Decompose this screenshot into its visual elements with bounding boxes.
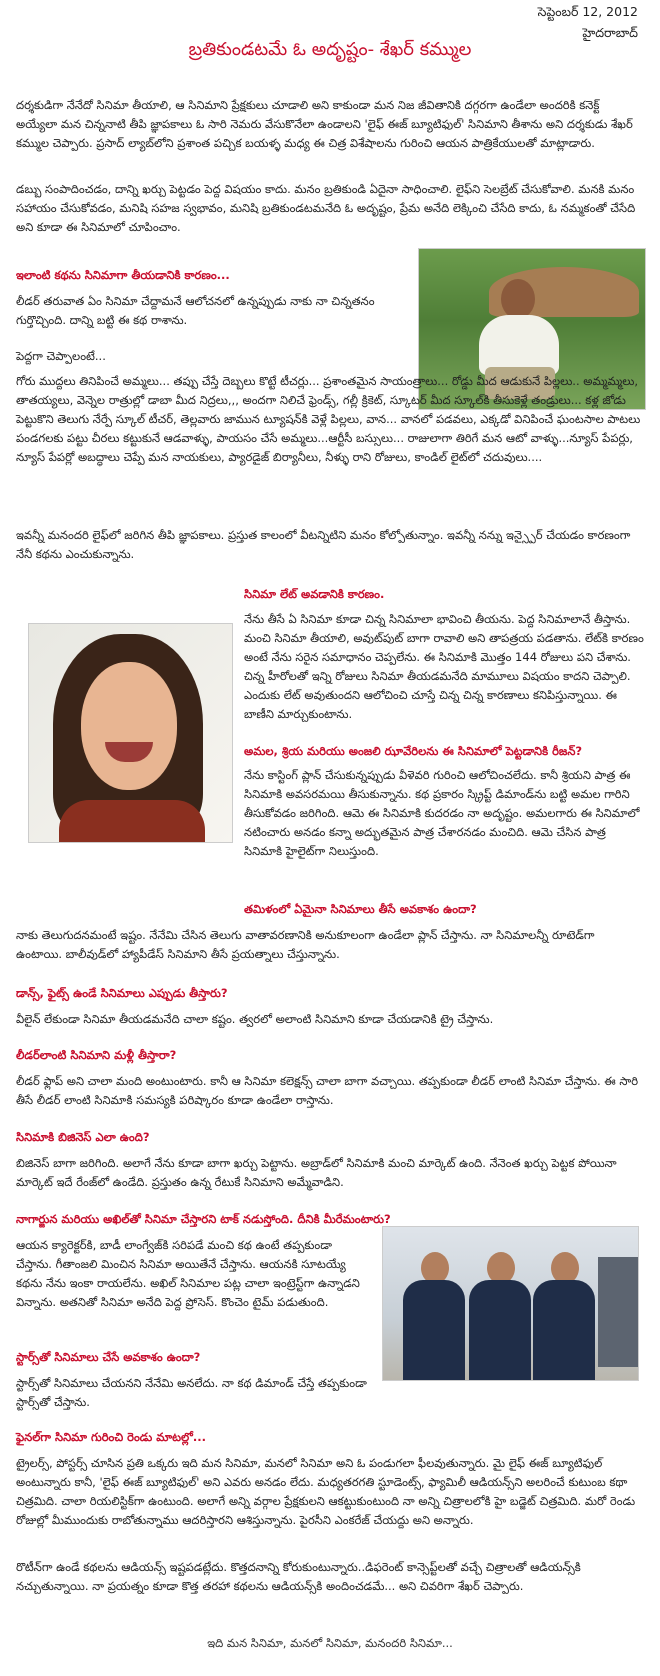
question-5: డాన్స్, ఫైట్స్ ఉండే సినిమాలు ఎప్పుడు తీస్తారు?: [16, 986, 228, 1000]
answer-2: నేను తీసే ఏ సినిమా కూడా చిన్న సినిమాలా భావించి తీయను. పెద్ద సినిమాలానే తీస్తాను. మంచి సినిమా తీయాలి, అవుట్‌పుట్ బాగా రావాలి అని తాపత్రయ పడతాను. లేట్‌కి కారణం అంటే నేను సరైన సమాధానం చెప్పలేను. ఈ సినిమాకి మొత్తం 144 రోజులు పని చేశాను. చిన్న హీరోలతో ఇన్ని రోజులు సినిమా తీయడమనేది మామూలు విషయం కాదని చెప్పాలి. ఎందుకు లేట్ అవుతుందని ఆలోచించి చూస్తే చిన్న చిన్న కారణాలు కనిపిస్తున్నాయి. ఈ బాణీని మార్చుకుంటాను.: [244, 612, 644, 721]
question-9: స్టార్స్‌తో సినిమాలు చేసే అవకాశం ఉందా?: [16, 1350, 201, 1364]
question-1: ఇలాంటి కథను సినిమాగా తీయడానికి కారణం...: [16, 268, 230, 282]
page-title: బ్రతికుండటమే ఓ అదృష్టం- శేఖర్ కమ్ముల: [188, 39, 472, 60]
intro-paragraph-2: డబ్బు సంపాదించడం, దాన్ని ఖర్చు పెట్టడం పెద్ద విషయం కాదు. మనం బ్రతికుండి ఏదైనా సాధించాలి. లైఫ్‌ని సెలబ్రేట్ చేసుకోవాలి. మనకి మనం సహాయం చేసుకోవడం, మనిషి సహజ స్వభావం, మనిషి బ్రతికుండటమనేది ఓ అదృష్టం, ప్రేమ అనేది లెక్కించి చేసేది కాదు, ఓ నమ్మకంతో చేసేది అని కూడా ఈ సినిమాలో చూపించాం.: [16, 182, 636, 234]
answer-6: లీడర్ ఫ్లాప్ అని చాలా మంది అంటుంటారు. కానీ ఆ సినిమా కలెక్షన్స్ చాలా బాగా వచ్చాయి. తప్పకుండా లీడర్ లాంటి సినిమా చేస్తాను. ఈ సారి తీసే లీడర్ లాంటి సినిమాకి సమస్యకి పరిష్కారం కూడా ఉండేలా రాస్తాను.: [16, 1074, 639, 1107]
footer-tagline: ఇది మన సినిమా, మనలో సినిమా, మనందరి సినిమా...: [207, 1636, 453, 1650]
answer-7: బిజినెస్ బాగా జరిగింది. అలాగే నేను కూడా బాగా ఖర్చు పెట్టాను. అబ్రాడ్‌లో సినిమాకి మంచి మార్కెట్ ఉంది. నేనెంత ఖర్చు పెట్టక పోయినా మార్కెట్ ఇదే రేంజ్‌లో ఉండేది. ప్రస్తుతం ఉన్న రేటుకే సినిమాని అమ్మేవాడిని.: [16, 1156, 617, 1189]
question-2: సినిమా లేట్ అవడానికి కారణం.: [244, 587, 385, 601]
question-4: తమిళంలో ఏమైనా సినిమాలు తీసే అవకాశం ఉందా?: [244, 902, 477, 916]
question-6: లీడర్‌లాంటి సినిమాని మళ్లీ తీస్తారా?: [16, 1048, 177, 1062]
question-3: అమల, శ్రియ మరియు అంజలి ఝావేరిలను ఈ సినిమాలో పెట్టడానికి రీజన్?: [244, 744, 583, 758]
answer-1-line-1: లీడర్ తరువాత ఏం సినిమా చేద్దామనే ఆలోచనలో ఉన్నప్పుడు నాకు నా చిన్నతనం గుర్తొచ్చింది. దాన్ని బట్టి ఈ కథ రాశాను.: [16, 294, 375, 327]
question-7: సినిమాకి బిజినెస్ ఎలా ఉంది?: [16, 1130, 150, 1144]
answer-10-paragraph-2: రొటీన్‌గా ఉండే కథలను ఆడియన్స్ ఇష్టపడట్లేదు. కొత్తదనాన్ని కోరుకుంటున్నారు..డిఫరెంట్ కాన్సెప్ట్‌లతో వచ్చే చిత్రాలతో ఆడియన్స్‌కి నచ్చుతున్నాయి. నా ప్రయత్నం కూడా కొత్త తరహా కథలను ఆడియన్స్‌కి అందించడమే... అని చివరిగా శేఖర్ చెప్పారు.: [16, 1560, 581, 1593]
actors-group-photo: [382, 1226, 639, 1381]
answer-4: నాకు తెలుగుదనమంటే ఇష్టం. నేనేమి చేసిన తెలుగు వాతావరణానికి అనుకూలంగా ఉండేలా ప్లాన్ చేస్తాను. నా సినిమాలన్నీ రూటెడ్‌గా ఉంటాయి. బాలీవుడ్‌లో హ్యాపీడేస్ సినిమాని తీసే ప్రయత్నాలు చేస్తున్నాను.: [16, 928, 595, 961]
question-10: ఫైనల్‌గా సినిమా గురించి రెండు మాటల్లో...: [16, 1430, 206, 1444]
answer-1-closing: ఇవన్నీ మనందరి లైఫ్‌లో జరిగిన తీపి జ్ఞాపకాలు. ప్రస్తుత కాలంలో వీటన్నిటిని మనం కోల్పోతున్నాం. ఇవన్నీ నన్ను ఇన్స్పైర్ చేయడం కారణంగా నేనీ కథను ఎంచుకున్నాను.: [16, 528, 631, 561]
date: సెప్టెంబర్ 12, 2012: [537, 4, 638, 19]
answer-1-line-2: పెద్దగా చెప్పాలంటే...: [16, 349, 106, 363]
answer-10-paragraph-1: ట్రైలర్స్, పోస్టర్స్ చూసిన ప్రతి ఒక్కరు ఇది మన సినిమా, మనలో సినిమా అని ఓ పండుగలా ఫీలవుతున్నారు. మై లైఫ్ ఈజ్ బ్యూటిఫుల్ అంటున్నారు కానీ, 'లైఫ్ ఈజ్ బ్యూటిఫుల్' అని ఎవరు అనడం లేదు. మధ్యతరగతి స్టూడెంట్స్, ఫ్యామిలీ ఆడియన్స్‌ని అలరించే కుటుంబ కథా చిత్రమిది. చాలా రియలిస్టిక్‌గా ఉంటుంది. అలాగే అన్ని వర్గాల ప్రేక్షకులని ఆకట్టుకుంటుంది నా అన్ని చిత్రాలలోకి హై బడ్జెట్ చిత్రమిది. మరో రెండు రోజుల్లో మీముందుకు రాబోతున్నాము ఆదరిస్తారని ఆశిస్తున్నాను. పైరసీని ఎంకరేజ్ చేయద్దు అని అన్నారు.: [16, 1456, 636, 1527]
answer-5: వీలైన్ లేకుండా సినిమా తీయడమనేది చాలా కష్టం. త్వరలో అలాంటి సినిమాని కూడా చేయడానికి ట్రై చేస్తాను.: [16, 1012, 494, 1026]
place: హైదరాబాద్: [582, 25, 638, 40]
question-8: నాగార్జున మరియు అఖిల్‌తో సినిమా చేస్తారని టాక్ నడుస్తోంది. దీనికి మీరేమంటారు?: [16, 1212, 391, 1226]
actress-photo: [28, 623, 233, 843]
answer-3: నేను కాస్టింగ్ ప్లాన్ చేసుకున్నప్పుడు వీళెవరి గురించి ఆలోచించలేదు. కానీ శ్రియని పాత్ర ఈ సినిమాకి అవసరమయి తీసుకున్నాను. కథ ప్రకారం స్క్రిప్ట్ డిమాండ్‌ను బట్టి అమల గారిని తీసుకోవడం జరిగింది. ఆమె ఈ సినిమాకి కుదరడం నా అదృష్టం. అమలగారు ఈ సినిమాలో నటించారు అనడం కన్నా అద్భుతమైన పాత్ర చేశారనడం మంచిది. ఆమె చేసిన పాత్ర సినిమాకి హైలైట్‌గా నిలుస్తుంది.: [244, 768, 640, 858]
answer-8: ఆయన క్యారెక్టర్‌కి, బాడీ లాంగ్వేజ్‌కి సరిపడే మంచి కథ ఉంటే తప్పకుండా చేస్తాను. గీతాంజలి మించిన సినిమా అయితేనే చేస్తాను. ఆయనకి సూటయ్యే కథను నేను ఇంకా రాయలేను. అఖిల్ సినిమాల పట్ల చాలా ఇంట్రెస్ట్‌గా ఉన్నాడని విన్నాను. అతనితో సినిమా అనేది పెద్ద ప్రోసెస్. కొంచెం టైమ్ పడుతుంది.: [16, 1238, 360, 1309]
answer-1-list: గోరు ముద్దలు తినిపించే అమ్మలు... తప్పు చేస్తే దెబ్బలు కొట్టే టీచర్లు... ప్రశాంతమైన సాయంత్రాలు... రోడ్డు మీద ఆడుకునే పిల్లలు.. అమ్మమ్మలు, తాతయ్యలు, వెన్నెల రాత్రుల్లో డాబా మీద నిద్రలు,,, అందగా నిలిచే ఫ్రెండ్స్, గల్లీ క్రికెట్, స్కూటర్ మీద స్కూల్‌కి తీసుకెళ్లే తండ్రులు... కళ్ల జోడు పెట్టుకొని తెలుగు నేర్పే స్కూల్ టీచర్, తెల్లవారు జామున ట్యూషన్‌కి వెళ్లే పిల్లలు, వాన... వానలో పడవలు, ఎక్కడో వినిపించే ఘంటసాల పాటలు పండగలకు పట్టు చీరలు కట్టుకునే ఆడవాళ్ళు, పాయసం చేసే అమ్మలు...ఆర్టీసీ బస్సులు... రాజులాగా తిరిగే మన ఆటో వాళ్ళు...న్యూస్ పేపర్లు, న్యూస్ పేపర్లో అబద్ధాలు చెప్పే మన నాయకులు, ప్యారడైజ్ బిర్యానీలు, నీళ్ళు రాని రోజులు, కాండిల్ లైట్‌లో చదువులు....: [16, 374, 641, 464]
answer-9: స్టార్స్‌తో సినిమాలు చేయనని నేనేమి అనలేదు. నా కథ డిమాండ్ చేస్తే తప్పకుండా స్టార్స్‌తో చేస్తాను.: [16, 1376, 367, 1409]
intro-paragraph-1: దర్శకుడిగా నేనేదో సినిమా తీయాలి, ఆ సినిమాని ప్రేక్షకులు చూడాలి అని కాకుండా మన నిజ జీవితానికి దగ్గరగా ఉండేలా అందరికి కనెక్ట్ అయ్యేలా మన చిన్ననాటి తీపి జ్ఞాపకాలు ఓ సారి నెమరు వేసుకొనేలా ఉండాలని 'లైఫ్ ఈజ్ బ్యూటిఫుల్' సినిమాని తీశాను అని దర్శకుడు శేఖర్ కమ్ముల చెప్పారు. ప్రసాద్ ల్యాబ్‌లోని ప్రశాంత పచ్చిక బయళ్ళ మధ్య ఈ చిత్ర విశేషాలను గురించి ఆయన పాత్రికేయులతో మాట్లాడారు.: [16, 98, 633, 150]
